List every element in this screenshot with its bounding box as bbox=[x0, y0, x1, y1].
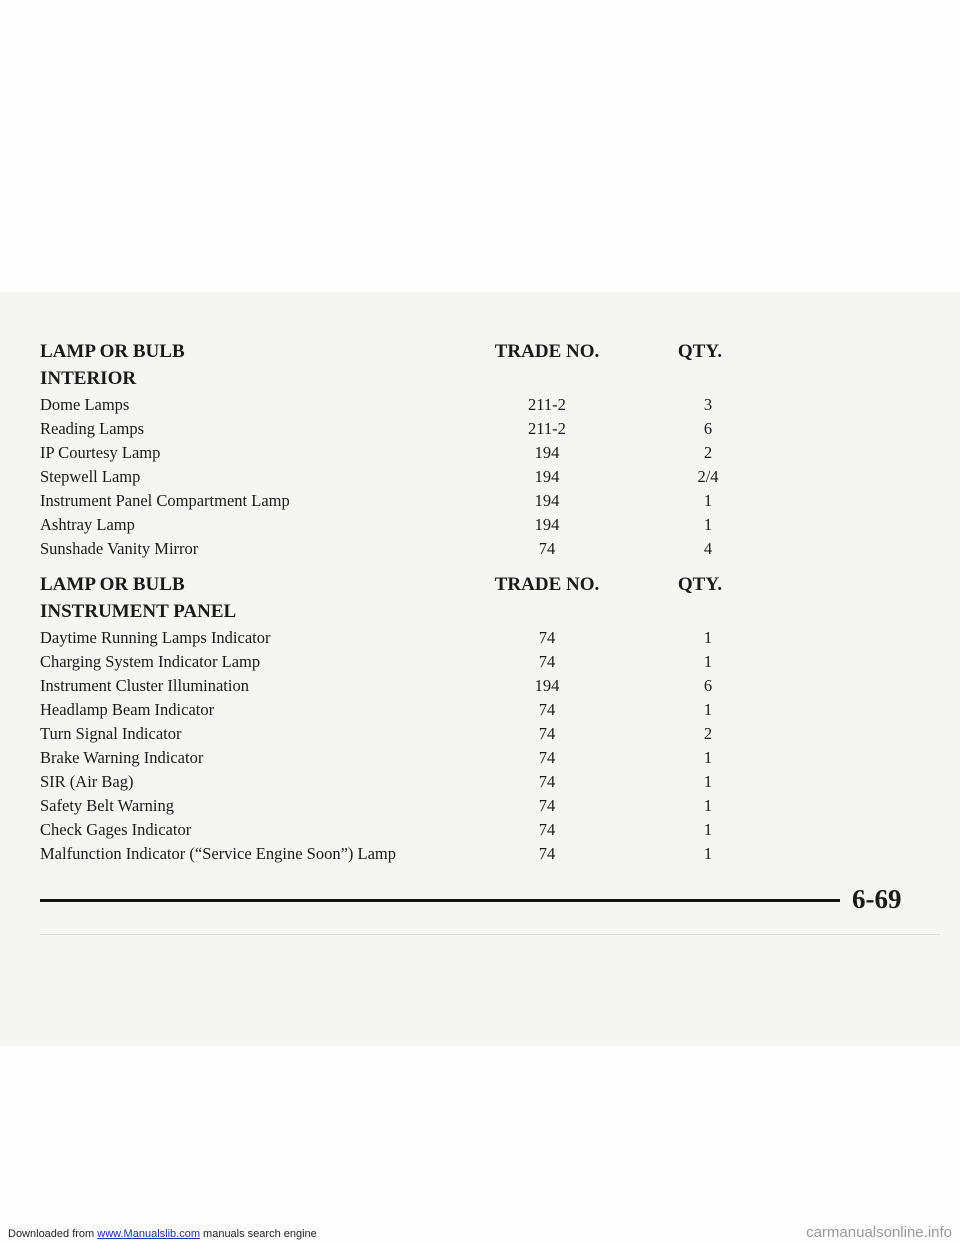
watermark-text: carmanualsonline.info bbox=[806, 1224, 952, 1241]
table-row bbox=[40, 417, 820, 441]
lamp-name: Brake Warning Indicator bbox=[40, 748, 204, 767]
trade-number: 211-2 bbox=[528, 395, 566, 414]
trade-number: 74 bbox=[538, 539, 556, 558]
table-row bbox=[40, 537, 820, 561]
quantity: 2 bbox=[703, 443, 713, 462]
trade-number: 74 bbox=[538, 772, 556, 791]
faint-divider bbox=[40, 934, 940, 935]
quantity: 1 bbox=[703, 652, 713, 671]
table-row bbox=[40, 626, 820, 650]
lamp-name: Turn Signal Indicator bbox=[40, 724, 182, 743]
trade-number: 211-2 bbox=[528, 419, 566, 438]
lamp-name: SIR (Air Bag) bbox=[40, 772, 134, 791]
quantity: 1 bbox=[703, 628, 713, 647]
quantity: 1 bbox=[703, 491, 713, 510]
quantity: 1 bbox=[703, 844, 713, 863]
quantity: 1 bbox=[703, 820, 713, 839]
table-row bbox=[40, 650, 820, 674]
section-title-instrument-panel: INSTRUMENT PANEL bbox=[40, 601, 237, 622]
header-trade-no: TRADE NO. bbox=[494, 341, 600, 362]
trade-number: 74 bbox=[538, 820, 556, 839]
quantity: 1 bbox=[703, 772, 713, 791]
quantity: 2/4 bbox=[697, 467, 719, 486]
trade-number: 74 bbox=[538, 652, 556, 671]
page-number: 6-69 bbox=[852, 884, 902, 914]
header-trade-no: TRADE NO. bbox=[494, 574, 600, 595]
section-title-interior: INTERIOR bbox=[40, 368, 137, 389]
trade-number: 74 bbox=[538, 748, 556, 767]
table-row bbox=[40, 393, 820, 417]
lamp-name: Stepwell Lamp bbox=[40, 467, 141, 486]
quantity: 4 bbox=[703, 539, 713, 558]
lamp-name: Instrument Cluster Illumination bbox=[40, 676, 249, 695]
lamp-name: Check Gages Indicator bbox=[40, 820, 192, 839]
table-header-row bbox=[40, 571, 820, 598]
table-row bbox=[40, 465, 820, 489]
header-lamp-or-bulb: LAMP OR BULB bbox=[40, 341, 185, 362]
trade-number: 194 bbox=[534, 515, 560, 534]
header-qty: QTY. bbox=[677, 341, 723, 362]
lamp-name: Sunshade Vanity Mirror bbox=[40, 539, 199, 558]
footer-suffix: manuals search engine bbox=[199, 1228, 317, 1240]
page-rule bbox=[40, 899, 840, 902]
header-qty: QTY. bbox=[677, 574, 723, 595]
trade-number: 194 bbox=[534, 676, 560, 695]
quantity: 3 bbox=[703, 395, 713, 414]
trade-number: 74 bbox=[538, 796, 556, 815]
trade-number: 74 bbox=[538, 628, 556, 647]
header-lamp-or-bulb: LAMP OR BULB bbox=[40, 574, 185, 595]
table-row bbox=[40, 513, 820, 537]
lamp-name: Instrument Panel Compartment Lamp bbox=[40, 491, 290, 510]
table-row bbox=[40, 441, 820, 465]
download-footer bbox=[8, 1228, 317, 1240]
table-row bbox=[40, 842, 820, 866]
trade-number: 194 bbox=[534, 491, 560, 510]
quantity: 1 bbox=[703, 700, 713, 719]
lamp-name: Ashtray Lamp bbox=[40, 515, 135, 534]
lamp-name: Reading Lamps bbox=[40, 419, 145, 438]
manualslib-link[interactable]: www.Manualslib.com bbox=[97, 1228, 200, 1240]
trade-number: 74 bbox=[538, 844, 556, 863]
table-row bbox=[40, 674, 820, 698]
table-row bbox=[40, 794, 820, 818]
trade-number: 74 bbox=[538, 700, 556, 719]
quantity: 6 bbox=[703, 676, 713, 695]
trade-number: 74 bbox=[538, 724, 556, 743]
lamp-name: Charging System Indicator Lamp bbox=[40, 652, 261, 671]
blank-top-margin bbox=[0, 0, 960, 292]
lamp-name: Malfunction Indicator (“Service Engine Soon”) Lamp bbox=[40, 844, 397, 863]
table-row bbox=[40, 489, 820, 513]
blank-bottom-margin bbox=[0, 1046, 960, 1242]
lamp-name: Daytime Running Lamps Indicator bbox=[40, 628, 271, 647]
quantity: 1 bbox=[703, 515, 713, 534]
lamp-name: Dome Lamps bbox=[40, 395, 130, 414]
quantity: 1 bbox=[703, 748, 713, 767]
section-spacer bbox=[40, 561, 820, 571]
table-row bbox=[40, 746, 820, 770]
lamp-name: Headlamp Beam Indicator bbox=[40, 700, 215, 719]
quantity: 2 bbox=[703, 724, 713, 743]
table-row bbox=[40, 770, 820, 794]
table-row bbox=[40, 722, 820, 746]
trade-number: 194 bbox=[534, 443, 560, 462]
quantity: 6 bbox=[703, 419, 713, 438]
footer-prefix: Downloaded from bbox=[8, 1228, 98, 1240]
table-row bbox=[40, 818, 820, 842]
quantity: 1 bbox=[703, 796, 713, 815]
lamp-name: Safety Belt Warning bbox=[40, 796, 175, 815]
table-row bbox=[40, 698, 820, 722]
trade-number: 194 bbox=[534, 467, 560, 486]
lamp-name: IP Courtesy Lamp bbox=[40, 443, 161, 462]
bulb-table bbox=[40, 338, 820, 866]
table-header-row bbox=[40, 338, 820, 365]
